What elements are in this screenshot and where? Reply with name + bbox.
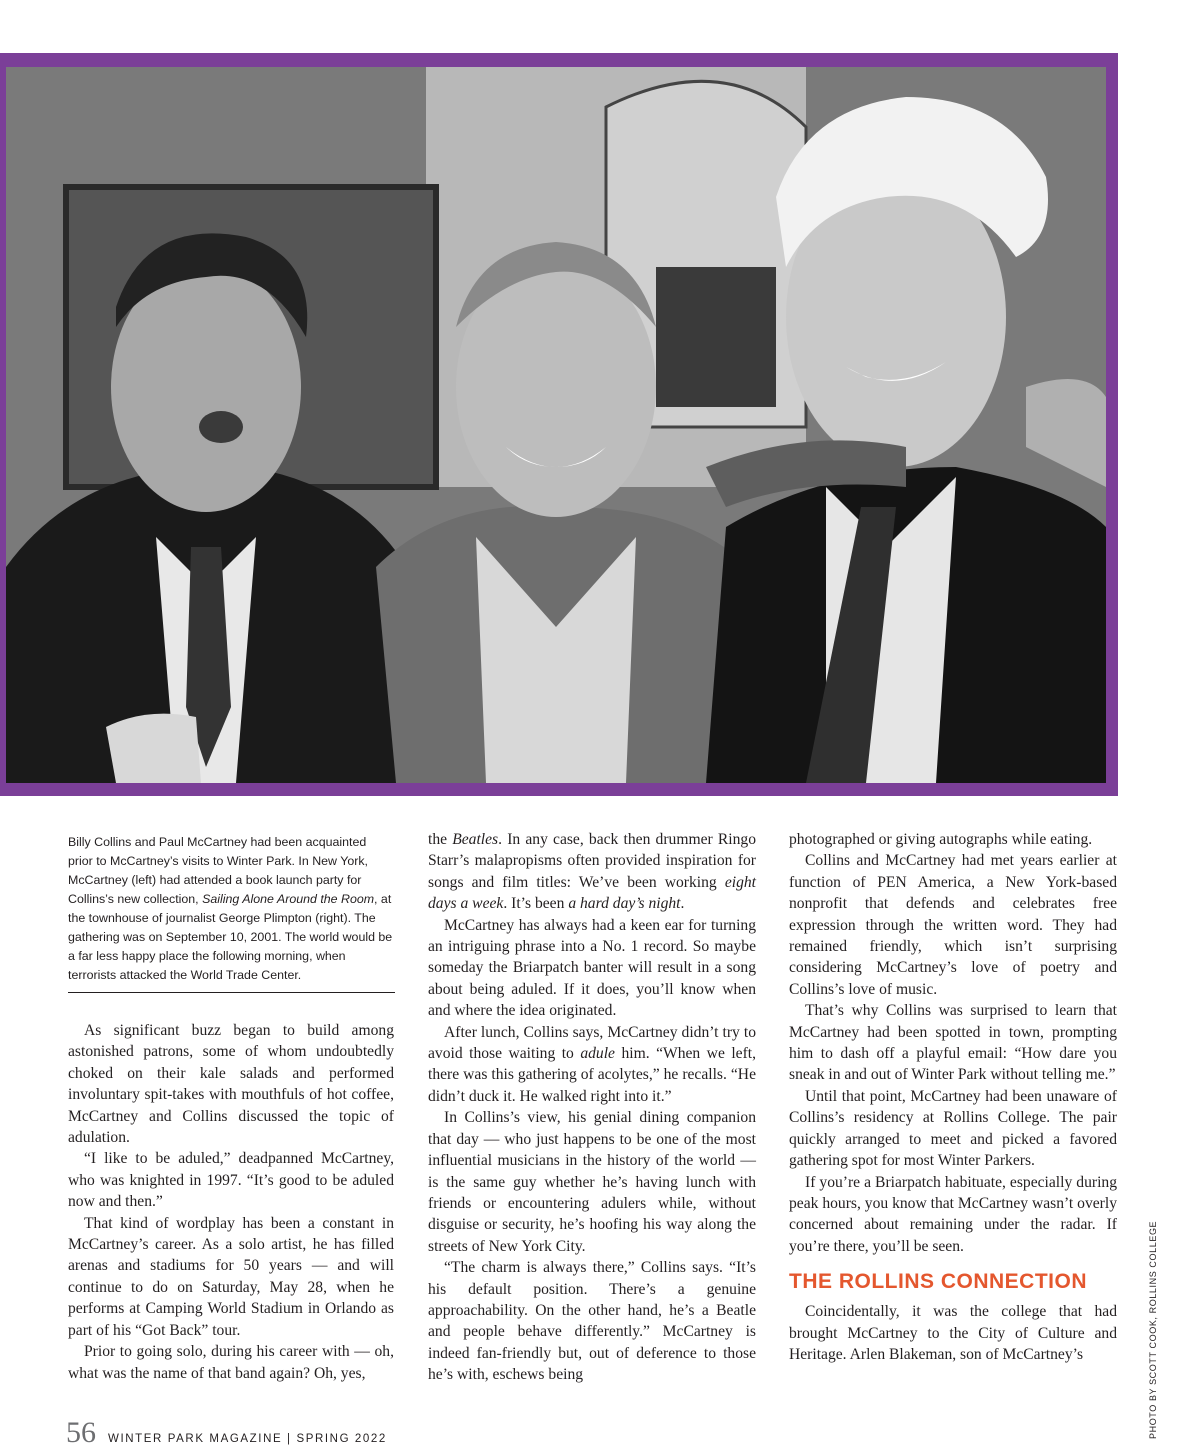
paragraph: If you’re a Briarpatch habituate, especially during peak hours, you know that McCartney wasn’t overly concerned about remaining under the radar. If you’re there, you’ll be seen.	[789, 1173, 1117, 1255]
paragraph: In Collins’s view, his genial dining companion that day — who just happens to be one of the most influential musicians in the history of the world — is the same guy whether he’s having lunch with friends or encountering adulers while, without disguise or security, he’s hoofing his way along the streets of New York City.	[428, 1109, 756, 1255]
text-run: . In any case, back then drummer Ringo Starr’s malapropisms often provided inspiration for songs and film titles: We’ve been working	[428, 831, 756, 891]
paragraph: That’s why Collins was surprised to learn that McCartney had been spotted in town, prompting him to dash off a playful email: “How dare you sneak in and out of Winter Park without telling me.”	[789, 1002, 1117, 1084]
paragraph: Coincidentally, it was the college that had brought McCartney to the City of Culture and Heritage. Arlen Blakeman, son of McCartney’s	[789, 1303, 1117, 1363]
paragraph: photographed or giving autographs while eating.	[789, 831, 1093, 848]
page-number: 56	[66, 1416, 96, 1449]
section-subhead: THE ROLLINS CONNECTION	[789, 1270, 1087, 1294]
caption-text-1: Billy Collins and Paul McCartney had been acquainted prior to McCartney’s visits to Winter Park. In New York, McCartney (left) had attended a book launch party for Collins’s new collection,	[68, 835, 368, 906]
paragraph: Until that point, McCartney had been unaware of Collins’s residency at Rollins College. The pair quickly arranged to meet and picked a favored gathering spot for most Winter Parkers.	[789, 1087, 1117, 1170]
paragraph	[428, 829, 756, 915]
article-column-1	[68, 1020, 394, 1384]
article-column-2	[428, 829, 756, 1386]
italic-run: a hard day’s night	[568, 895, 681, 913]
photo-illustration	[6, 67, 1106, 783]
paragraph: McCartney has always had a keen ear for turning an intriguing phrase into a No. 1 record. So maybe someday the Briarpatch banter will result in a song about being aduled. If it does, you’ll know when and where the idea originated.	[428, 916, 756, 1020]
page-folio	[66, 1416, 387, 1450]
paragraph: That kind of wordplay has been a constant in McCartney’s career. As a solo artist, he has filled arenas and stadiums for 50 years — and will continue to do on Saturday, May 28, when he performs at Camping World Stadium in Orlando as part of his “Got Back” tour.	[68, 1214, 394, 1339]
photo	[6, 67, 1106, 783]
text-run: the	[428, 831, 453, 848]
text-run: .	[680, 895, 685, 913]
article-column-3	[789, 829, 1117, 1365]
paragraph: Collins and McCartney had met years earlier at function of PEN America, a New York-based nonprofit that defends and celebrates free expression through the written word. They had remained friendly, which isn’t surprising considering McCartney’s love of poetry and Collins’s love of music.	[789, 852, 1117, 998]
caption-book-title: Sailing Alone Around the Room	[202, 892, 375, 906]
photo-frame	[0, 53, 1118, 796]
text-run: . It’s been	[503, 895, 569, 913]
italic-run: adule	[580, 1045, 615, 1063]
caption-divider	[68, 992, 395, 993]
photo-caption	[68, 833, 394, 985]
text-run: After lunch, Collins says, McCartney didn’t try to avoid those waiting to	[428, 1023, 756, 1063]
magazine-issue: WINTER PARK MAGAZINE | SPRING 2022	[108, 1433, 387, 1445]
paragraph: “I like to be aduled,” deadpanned McCartney, who was knighted in 1997. “It’s good to be aduled now and then.”	[68, 1150, 394, 1211]
paragraph: Prior to going solo, during his career with — oh, what was the name of that band again? Oh, yes,	[68, 1343, 394, 1382]
caption-text-2: , at the townhouse of journalist George Plimpton (right). The gathering was on September 10, 2001. The world would be a far less happy place the following morning, when terrorists attacked the World Trade Center.	[68, 892, 393, 982]
paragraph: As significant buzz began to build among astonished patrons, some of whom undoubtedly choked on their kale salads and performed involuntary spit-takes with mouthfuls of hot coffee, McCartney and Collins discussed the topic of adulation.	[68, 1022, 394, 1147]
text-run: him. “When we left, there was this gathering of acolytes,” he recalls. “He didn’t duck it. He walked right into it.”	[428, 1045, 757, 1105]
paragraph: “The charm is always there,” Collins says. “It’s his default position. There’s a genuine approachability. On the other hand, he’s a Beatle and people behave differently.” McCartney is indeed fan-friendly but, out of deference to those he’s with, eschews being	[428, 1259, 756, 1384]
italic-run: eight days a week	[428, 873, 756, 913]
photo-credit-text: PHOTO BY SCOTT COOK, ROLLINS COLLEGE	[1148, 1220, 1158, 1439]
italic-run: Beatles	[452, 831, 499, 848]
paragraph	[428, 1022, 756, 1108]
